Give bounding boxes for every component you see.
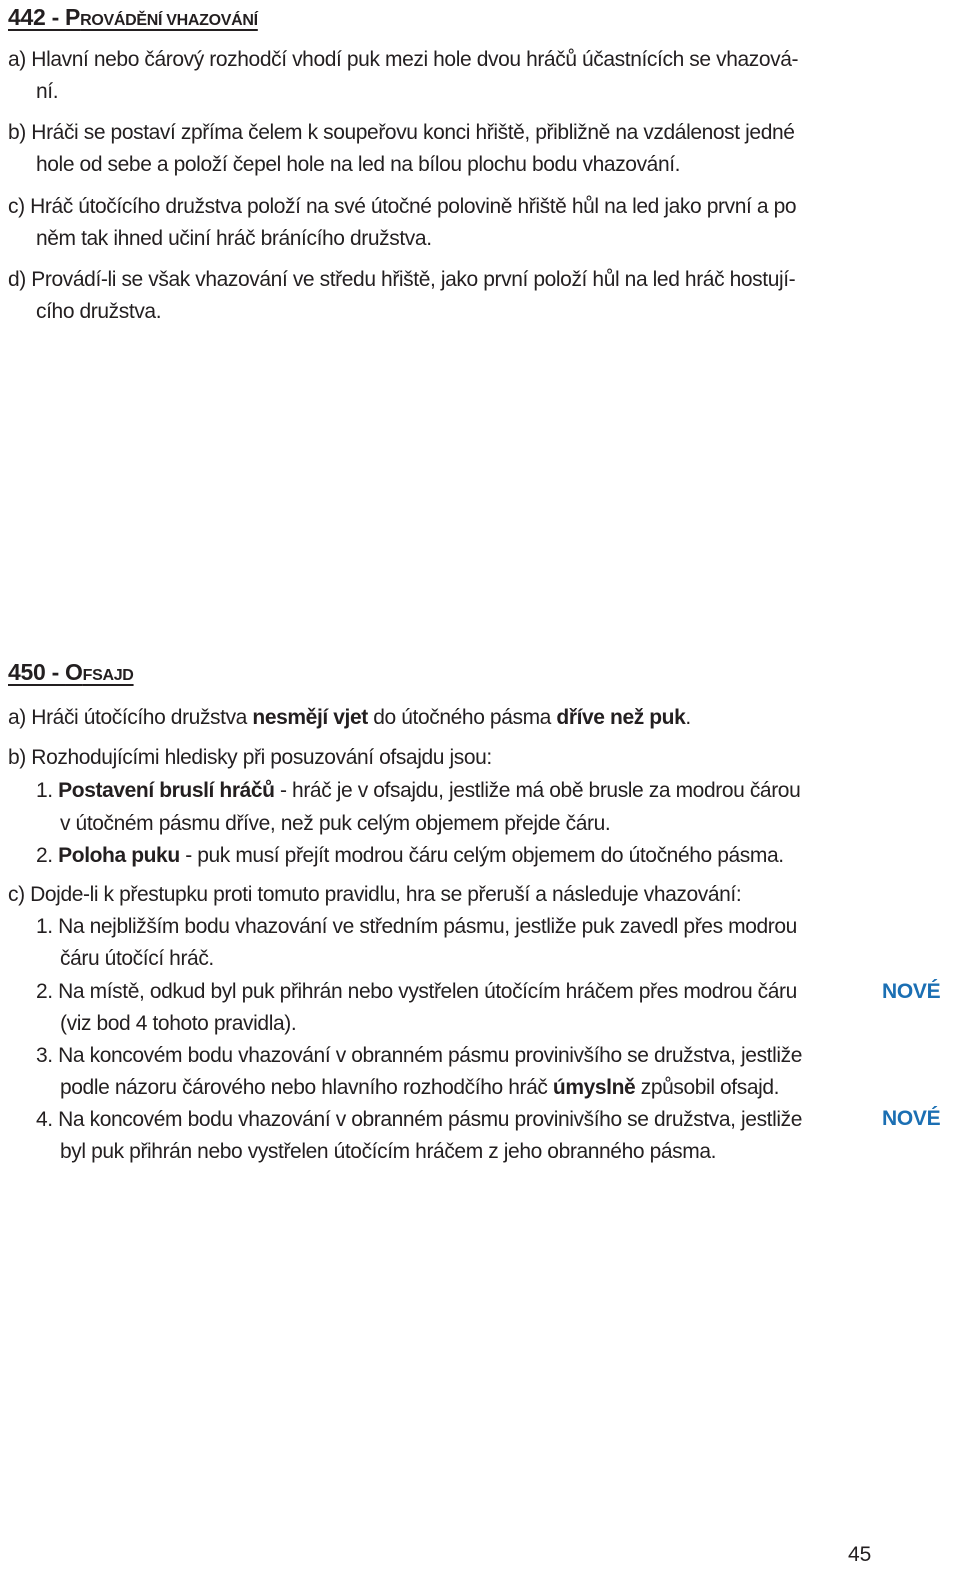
- list-item-continuation: podle názoru čárového nebo hlavního rozhodčího hráč úmyslně způsobil ofsajd.: [60, 1076, 780, 1099]
- paragraph-line: ní.: [36, 80, 59, 103]
- paragraph-line: b) Rozhodujícími hledisky při posuzování ofsajdu jsou:: [8, 746, 492, 769]
- emphasis-text: nesmějí vjet: [252, 706, 368, 729]
- section-title: FSAJD: [82, 667, 134, 684]
- list-item: 4. Na koncovém bodu vhazování v obranném pásmu provinivšího se družstva, jestliže: [36, 1108, 803, 1131]
- section-number: 442 -: [8, 4, 66, 30]
- paragraph-line: cího družstva.: [36, 300, 162, 323]
- section-number: 450 -: [8, 659, 66, 685]
- emphasis-text: dříve než puk: [556, 706, 686, 729]
- list-item: 1. Na nejbližším bodu vhazování ve středním pásmu, jestliže puk zavedl přes modrou: [36, 915, 797, 938]
- section-title: ROVÁDĚNÍ VHAZOVÁNÍ: [80, 12, 258, 29]
- paragraph-line: b) Hráči se postaví zpříma čelem k soupeřovu konci hřiště, přibližně na vzdálenost jedné: [8, 121, 795, 144]
- list-item: 2. Na místě, odkud byl puk přihrán nebo vystřelen útočícím hráčem přes modrou čáru: [36, 980, 797, 1003]
- paragraph-line: d) Provádí-li se však vhazování ve středu hřiště, jako první položí hůl na led hráč hostují-: [8, 268, 796, 291]
- paragraph-line: a) Hlavní nebo čárový rozhodčí vhodí puk mezi hole dvou hráčů účastnících se vhazová-: [8, 48, 799, 71]
- paragraph-line: hole od sebe a položí čepel hole na led na bílou plochu bodu vhazování.: [36, 153, 681, 176]
- list-item-continuation: v útočném pásmu dříve, než puk celým objemem přejde čáru.: [60, 812, 611, 835]
- list-item-continuation: (viz bod 4 tohoto pravidla).: [60, 1012, 297, 1035]
- section-title-initial: O: [65, 659, 83, 685]
- section-442-heading: [8, 4, 258, 31]
- paragraph-line: c) Hráč útočícího družstva položí na své útočné polovině hřiště hůl na led jako první a po: [8, 195, 797, 218]
- emphasis-text: úmyslně: [552, 1076, 636, 1099]
- list-item-continuation: čáru útočící hráč.: [60, 947, 214, 970]
- section-450-heading: [8, 659, 134, 686]
- paragraph-line: a) Hráči útočícího družstva nesmějí vjet do útočného pásma dříve než puk.: [8, 706, 691, 729]
- section-title-initial: P: [65, 4, 81, 30]
- new-rule-badge: NOVÉ: [882, 980, 941, 1003]
- paragraph-line: něm tak ihned učiní hráč bránícího družstva.: [36, 227, 432, 250]
- emphasis-text: Postavení bruslí hráčů: [58, 779, 275, 802]
- list-item: 2. Poloha puku - puk musí přejít modrou čáru celým objemem do útočného pásma.: [36, 844, 784, 867]
- emphasis-text: Poloha puku: [58, 844, 180, 867]
- page-number: 45: [848, 1543, 872, 1566]
- list-item: 1. Postavení bruslí hráčů - hráč je v ofsajdu, jestliže má obě brusle za modrou čárou: [36, 779, 801, 802]
- list-item-continuation: byl puk přihrán nebo vystřelen útočícím hráčem z jeho obranného pásma.: [60, 1140, 717, 1163]
- paragraph-line: c) Dojde-li k přestupku proti tomuto pravidlu, hra se přeruší a následuje vhazování:: [8, 883, 742, 906]
- list-item: 3. Na koncovém bodu vhazování v obranném pásmu provinivšího se družstva, jestliže: [36, 1044, 803, 1067]
- new-rule-badge: NOVÉ: [882, 1107, 941, 1130]
